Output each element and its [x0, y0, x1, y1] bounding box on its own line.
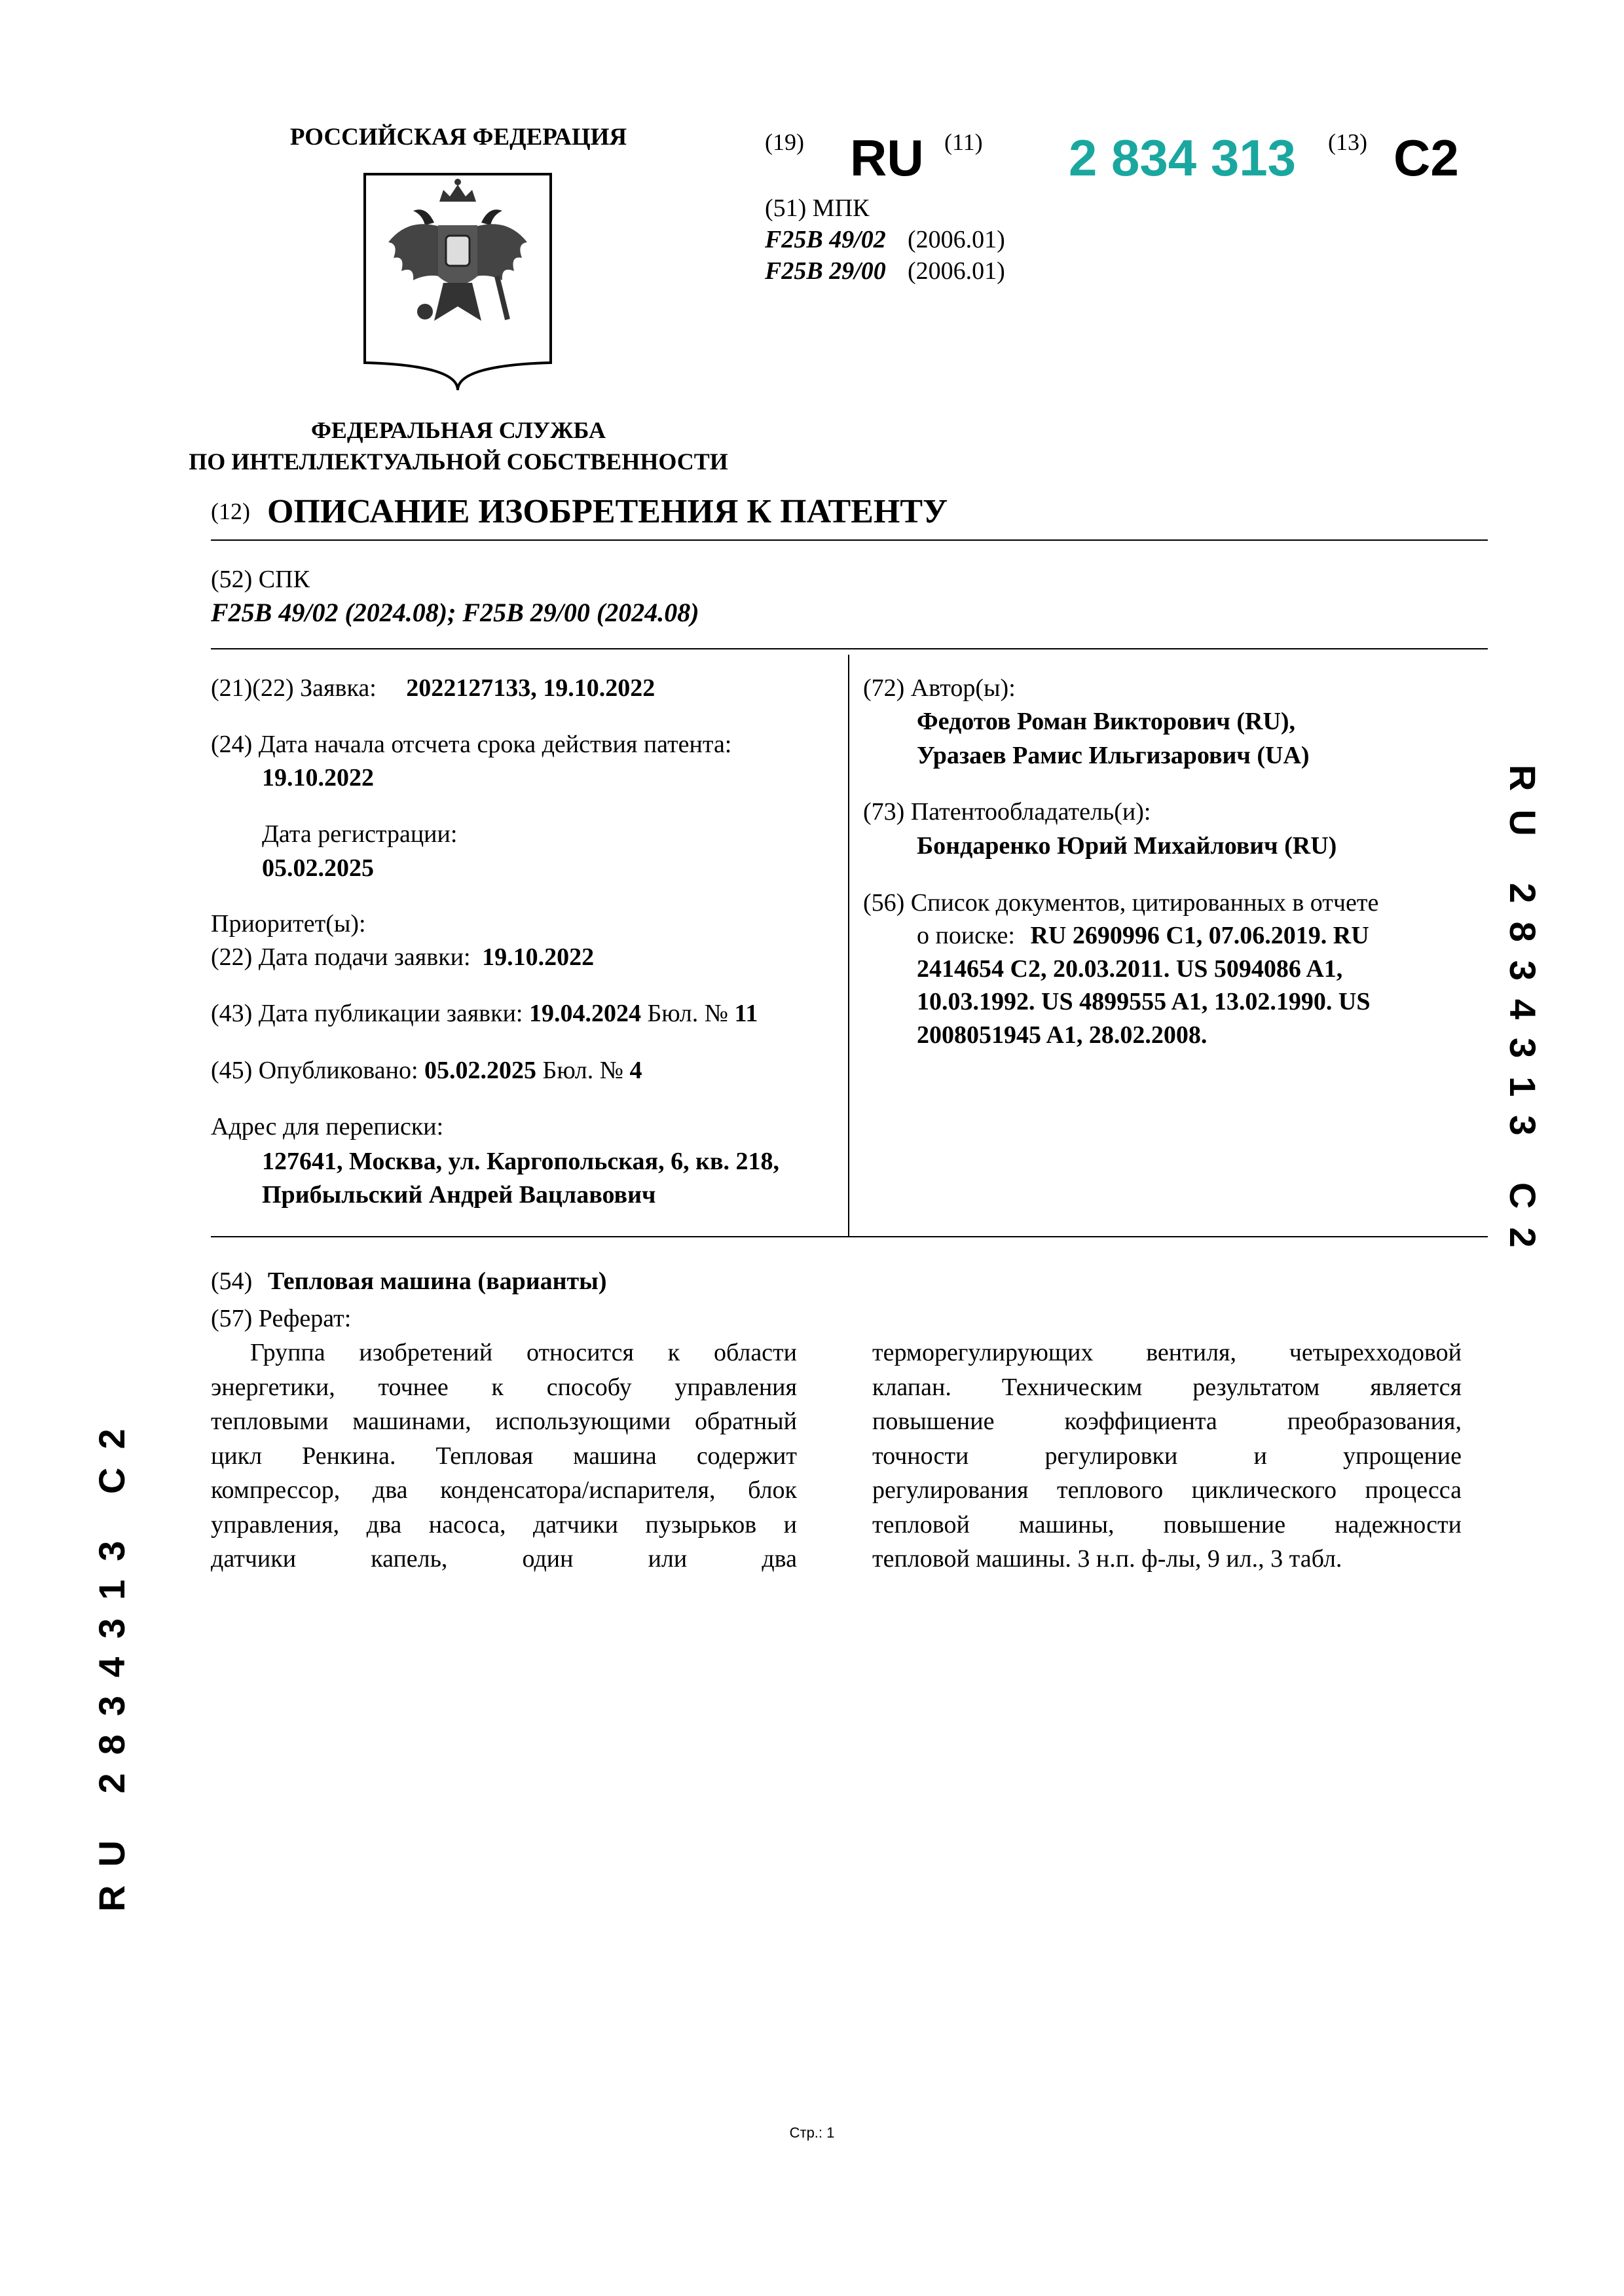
abstract-line: цикл Ренкина. Тепловая машина содержит — [211, 1442, 797, 1470]
patent-number: 2 834 313 — [1069, 129, 1297, 187]
agency-line-1: ФЕДЕРАЛЬНАЯ СЛУЖБА — [311, 417, 606, 443]
ipc-version: (2006.01) — [908, 257, 1005, 285]
application-publication-date: 19.04.2024 — [528, 1000, 641, 1027]
bulletin-number: 4 — [629, 1057, 642, 1084]
divider — [211, 539, 1488, 541]
application-value: 2022127133, 19.10.2022 — [406, 674, 655, 702]
bulletin-label: Бюл. № — [647, 1000, 728, 1027]
inid-code-11: (11) — [944, 129, 983, 155]
abstract-column-1 — [211, 1336, 797, 1576]
published-label: (45) Опубликовано: — [211, 1057, 418, 1084]
cpc-label: (52) СПК — [211, 566, 310, 593]
abstract-line: управления, два насоса, датчики пузырьков и — [211, 1510, 797, 1539]
abstract-line: регулирования теплового циклического процесса — [872, 1476, 1462, 1504]
abstract-line: энергетики, точнее к способу управления — [211, 1373, 797, 1401]
priority-label: Приоритет(ы): — [211, 910, 366, 938]
divider — [211, 648, 1488, 649]
right-margin-patent-id: RU 2834313 C2 — [1502, 765, 1543, 1266]
abstract-column-2 — [872, 1336, 1462, 1576]
address-label: Адрес для переписки: — [211, 1113, 444, 1140]
citations-label-line-2: о поиске: — [917, 922, 1015, 949]
citations-line-3: 10.03.1992. US 4899555 A1, 13.02.1990. US — [917, 988, 1371, 1015]
bulletin-label: Бюл. № — [542, 1057, 623, 1084]
abstract-line: тепловыми машинами, использующими обратный — [211, 1408, 797, 1435]
country-name: РОССИЙСКАЯ ФЕДЕРАЦИЯ — [289, 124, 627, 151]
author-2: Уразаев Рамис Ильгизарович (UA) — [917, 742, 1310, 769]
application-publication-label: (43) Дата публикации заявки: — [211, 1000, 523, 1027]
published-field — [211, 1055, 642, 1086]
bulletin-number: 11 — [734, 1000, 758, 1027]
inid-code-19: (19) — [765, 129, 804, 155]
coat-of-arms-emblem-icon — [362, 172, 553, 392]
abstract-line: Группа изобретений относится к области — [250, 1339, 797, 1366]
kind-code: C2 — [1393, 129, 1459, 187]
inid-code-54: (54) — [211, 1267, 253, 1295]
owner-label: (73) Патентообладатель(и): — [863, 798, 1151, 826]
citations-line-2: 2414654 C2, 20.03.2011. US 5094086 A1, — [917, 955, 1343, 983]
citations-label-line-1: (56) Список документов, цитированных в отчете — [863, 889, 1379, 917]
cpc-value: F25B 49/02 (2024.08); F25B 29/00 (2024.08) — [211, 598, 699, 627]
registration-label: Дата регистрации: — [262, 820, 458, 848]
application-field — [211, 672, 655, 704]
ipc-label: (51) МПК — [765, 194, 870, 222]
abstract-line: клапан. Техническим результатом является — [872, 1373, 1462, 1401]
filing-date-label: (22) Дата подачи заявки: — [211, 943, 471, 971]
abstract-line: датчики капель, один или два — [211, 1545, 797, 1573]
citations-line-1-field — [917, 920, 1369, 951]
ipc-entry — [765, 225, 1005, 254]
abstract-line: точности регулировки и упрощение — [872, 1442, 1462, 1470]
filing-date-value: 19.10.2022 — [482, 943, 595, 971]
abstract-line: компрессор, два конденсатора/испарителя, блок — [211, 1476, 797, 1504]
published-date: 05.02.2025 — [424, 1057, 537, 1084]
agency-line-2: ПО ИНТЕЛЛЕКТУАЛЬНОЙ СОБСТВЕННОСТИ — [189, 448, 728, 475]
ipc-version: (2006.01) — [908, 226, 1005, 253]
abstract-line: терморегулирующих вентиля, четырехходовой — [872, 1339, 1462, 1366]
invention-title-field — [211, 1266, 607, 1297]
divider — [211, 1236, 1488, 1237]
abstract-label: (57) Реферат: — [211, 1305, 352, 1332]
citations-line-4: 2008051945 A1, 28.02.2008. — [917, 1021, 1208, 1049]
ipc-entry — [765, 257, 1005, 285]
term-start-label: (24) Дата начала отсчета срока действия патента: — [211, 731, 732, 758]
ipc-class: F25B 49/02 — [765, 226, 886, 253]
application-label: (21)(22) Заявка: — [211, 674, 377, 702]
abstract-line: повышение коэффициента преобразования, — [872, 1408, 1462, 1435]
agency-name — [174, 414, 743, 477]
left-margin-patent-id: RU 2834313 C2 — [91, 1410, 132, 1912]
inid-code-12: (12) — [211, 498, 250, 524]
citations-line-1: RU 2690996 C1, 07.06.2019. RU — [1030, 922, 1369, 949]
column-divider — [848, 655, 849, 1237]
inid-code-13: (13) — [1328, 129, 1367, 155]
invention-title: Тепловая машина (варианты) — [267, 1267, 607, 1295]
document-title: ОПИСАНИЕ ИЗОБРЕТЕНИЯ К ПАТЕНТУ — [267, 493, 948, 530]
term-start-value: 19.10.2022 — [262, 764, 374, 792]
abstract-line: тепловой машины. 3 н.п. ф-лы, 9 ил., 3 табл. — [872, 1545, 1342, 1573]
author-1: Федотов Роман Викторович (RU), — [917, 708, 1296, 735]
owner-name: Бондаренко Юрий Михайлович (RU) — [917, 832, 1337, 860]
filing-date-field — [211, 941, 594, 973]
page-number: Стр.: 1 — [789, 2124, 835, 2141]
address-line-2: Прибыльский Андрей Вацлавович — [262, 1181, 656, 1209]
country-code: RU — [850, 129, 924, 187]
address-line-1: 127641, Москва, ул. Каргопольская, 6, кв. 218, — [262, 1148, 779, 1175]
authors-label: (72) Автор(ы): — [863, 674, 1016, 702]
abstract-line: тепловой машины, повышение надежности — [872, 1510, 1462, 1539]
ipc-class: F25B 29/00 — [765, 257, 886, 285]
registration-value: 05.02.2025 — [262, 854, 374, 882]
application-publication-field — [211, 998, 758, 1029]
